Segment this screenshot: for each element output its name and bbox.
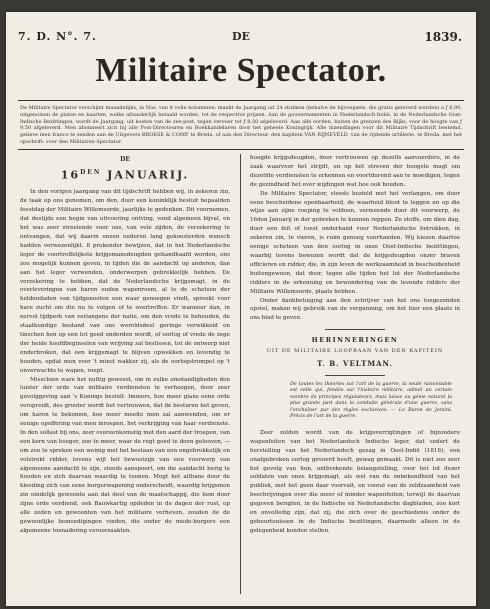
masthead-title: Militaire Spectator. (95, 52, 387, 89)
paragraph: De Militaire Spectator, steeds bezield met het verlangen, om door eene bescheidene openbaarheid, de waarheid bloot te leggen en op die wijze aan zijne roeping te voldoen, vermeende door dit voorwerp, de 16den Januarij in der gebreken te kunnen reppen. Ze stoffe, om dien dag, door een feit of toest onderhand voor Nederlandsche betrokken, in zekeren zin, te vieren, is ruim genoeg voorhanden. Wij kiezen daartoe eenige schetsen van den oorlog in onze Oost-Indische bezittingen, waarbij tevens bewezen wordt dat de krijgsdeugden onzer braven officieren en ridder, die, in zijn leven de werkzaamheid in bescheidenheid buitengewoon, dat door, tegen alle tijden het lot der Nederlandsche ridders in de erkenning en bewondering van de levende ridders der Militaire Willemsorde, plaats hebben. (250, 190, 460, 295)
article-author: T. B. VELTMAN. (317, 359, 393, 369)
section-article: DE (120, 156, 130, 163)
subscription-notice: De Militaire Spectator verschijnt maandelijks, in Nos. van 8 volle kolommen; maakt de Jaargang uit 24 stukken (behalve de bijvoegsels, die gratis geleverd worden) a ƒ 6,00, uitgenomen de platen en kaarten, welke afzonderlijk betaald worden, tot de respective prijzen. Aan de gouvernementen in Nederlandsch-Indië, in de Nederlandsche Oost-Indische Bezittingen, wordt de Jaargang, uit kosten van de zee-post, tegen vervoer tot ƒ 8,50 afgeleverd. Aan alle oorden, buiten de grenzen des Rijks, voor de hoogte van ƒ 9,50 afgeleverd. Men abonneert zich bij alle Post-Directeuren en Boekhandelaren door het geheele Koningrijk. Alle inzendingen voor dit Militaire Tijdschrift bestemd, gelieve men franco te zenden aan de Uitgevers BROESE & COMP. te Breda, of aan den Directeur, den kapitein VAN RIJNEVELD, van de rijdende artillerie, te Breda, met het opschrift: voor den Militairen Spectator. (20, 105, 462, 145)
column-divider (240, 154, 241, 594)
paragraph: In den vorigen jaargang van dit tijdschrift hebben wij, in zekeren zin, de taak op ons genomen, om den, door een koninklijk besluit bepaalden feestdag der Militaire Willemsorde, jaarlijks te gedenken. Dit voornemen, dat destijds een begin van uitvoering ontving, vond algemeen bijval, en het was zeer streelende voor ons, van vele zijden, de verzekering te ontvangen, dat wij daarin onzen ouderen lang gekoesterden wensch hadden verwezenlijkt. 8 prekender bewijzen, dat in het Nederlandsche leger de voortreffelijkste krijgsmansdeugden gehandhaafd worden, ons zoo mogelijk kunnen geven, in tijden die de aandacht op anderen, dan aan het leger verwenden, onderwerpen gebrekkelijk hebben. De verzekering te hebben, dat de Nederlandsche krijgsmagt, in de overleveringen van haren ouden wapenroem, al te de schetsen der heldendaden van tijdgenooten een waar genoegen vindt, spreekt voor hare zucht om die nu te volgen of te overtreffen. Er wanneer dan, in eervol tijdperk van verlangens der natie, om den vrede te behouden, de staatkundige bestand van ons wereldsdeel geringe verwikkeld en tinschen hen op een tot goed onderden wordt, of oorlog of vrede de zege der heide hoofdbeginselen van wrijving zal beslissen, tot de ontwerp niet onderbroken, dat een krijgsmagt te blijven opwekken en levendig te houden, opdat men voor 't minst wakker zij, als de oorlogstrompet op 't onverwachts te wapen, roept. (20, 189, 230, 374)
date-month: JANUARIJ. (101, 168, 190, 182)
section-date (20, 169, 230, 181)
issue-number: 7. D. N°. 7. (18, 30, 97, 43)
date-suffix: DEN (80, 168, 102, 176)
section-rule (325, 329, 385, 330)
newspaper-page (6, 12, 476, 606)
paragraph: hoogde krijgsdeugden, door vertrouwen op dezelfs aanvoerders, in de zaak waarvoor het strijdt, en op het streven der hoogste magt om dezelfde verdiensten te erkennen en voortdurend aan te moedigen, tegen de gezindheid het over wijdingen wat hoe ook houden. (250, 155, 460, 188)
date-day: 16 (60, 168, 81, 182)
article-subheading: UIT DE MILITAIRE LOOPBAAN VAN DEN KAPITEIN (266, 348, 444, 355)
page-header (16, 26, 466, 50)
masthead-rule-bottom (18, 149, 464, 150)
paragraph: Zeer zelden wordt van de krijgsverrigtingen of bijzondere wapenfeiten van het Nederlandsch Indische leger, dat sedert de herstelling van het Nederlandsch gezag in Oost-Indië (1816), een onafgebroken oorlog gevoerd heeft, gewag gemaakt. Dit is niet zoo zeer het gevolg van hun, ontbrekende belangstelling, voor het lot dezer soldaten van onze krijgsmagt, als wel van de onbekendheid van het publiek, met het geen daar voorvalt, en vooral van de zeldzaamheid van beschrijvingen over die meer of minder wapenfeiten; terwijl de daarvan gegeven berigten, in de Indische en Nederlandsche dagbladen, zoo kort en onvolledig zijn, dat zij, die zich over de geschiedenis onder de gebeurtenissen in de Indische bezittingen, daarmede alleen in de gelegenheid konden stellen. (250, 429, 460, 534)
author-rule (325, 375, 385, 376)
paragraph: Onder dankbetuiging aan den schrijver van het ons toegezonden opstel, maken wij gebruik van de vergunning, om het hier een plaats in ons blad te geven. (250, 297, 460, 322)
epigraph-quote: De toutes les théories sur l'art de la guerre, la seule raisonnable est celle qui, fondée sur l'histoire militaire, admet un certain nombre de principes régulateurs, mais laisse au génie naturel la plus grande part dans la conduite générale d'une guerre, sans l'enchaîner par des règles exclusives. — Le Baron de Jomini, Précis de l'art de la guerre. (290, 381, 452, 420)
masthead-rule-top (18, 100, 464, 101)
article-heading: HERINNERINGEN (311, 336, 399, 345)
issue-year: 1839. (424, 30, 462, 44)
column-left (20, 154, 230, 536)
paragraph: Misschien ware het nuttig geweest, om in zulke omstandigheden den luister der orde van militaire verdiensten te verhoogen, door zeer gevolggeving aan 's Konings besluit. Immers, hoe meer glans eene orde verspreidt, des grooter wordt het vertrouwen, dat de besturen het geven, om haren te bekomen, hoe meer moeite men zal aanwenden, om er eenige opoffering van men inroepen, het verkrijging van haar verdienste. In den sollast bij ons, zeer overeenkomstig met den aard der troepen, van een kern van hooger, zoo te meer, waar de regt goed te doen gelooven, — om zoo te spreken een weinig met het bestaan van een ongebrokkelijk en volstrekt ridder, tevens wijl het bewustzijn van een voorwerp van algemeene aandacht te zijn, steeds aanspoort, om die aandacht berig te houden en zich daarvan waardig te toonen. Mogt het althans door de kleeding zich van eene burgerwapening onderscheidt, waardig krijgsmen zin eindelijk gewoonte aan dat deel van de maatschappij, die hem door zijne orde verdiend, ook Bauwkartig opdeden in de dagen der rust, op alle zeden en gewoonten van het militaire verheven, zouden de de gewoonlijke bemoedigingen vinden, die onder de mede-burgers een algemeene toenadering veroorzaakten. (20, 376, 230, 534)
title-article: DE (232, 30, 250, 43)
column-right (250, 154, 460, 536)
